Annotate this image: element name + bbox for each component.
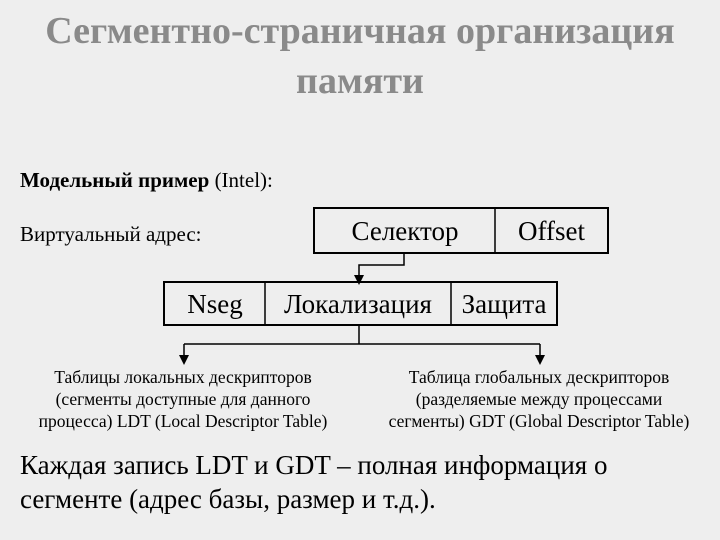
ldt-caption-line-1: Таблицы локальных дескрипторов xyxy=(54,367,312,387)
selector-field-protection: Защита xyxy=(461,288,547,319)
slide-title-line-1: Сегментно-страничная организация xyxy=(45,10,675,52)
gdt-caption-line-1: Таблица глобальных дескрипторов xyxy=(408,367,670,387)
gdt-caption-line-2: (разделяемые между процессами xyxy=(415,389,663,409)
virtual-address-label: Виртуальный адрес: xyxy=(20,222,202,246)
model-example-bold: Модельный пример xyxy=(20,168,210,192)
selector-field-localization: Локализация xyxy=(284,288,432,319)
virtual-address-field-selector: Селектор xyxy=(351,215,459,246)
summary-text: Каждая запись LDT и GDT – полная информация о сегменте (адрес базы, размер и т.д.). xyxy=(20,450,608,514)
ldt-caption-line-3: процесса) LDT (Local Descriptor Table) xyxy=(38,411,328,431)
virtual-address-field-offset: Offset xyxy=(518,215,585,246)
slide-title-line-2: памяти xyxy=(296,60,424,102)
ldt-caption xyxy=(8,366,358,432)
selector-field-nseg: Nseg xyxy=(187,288,243,319)
gdt-caption xyxy=(362,366,716,432)
selector-connector xyxy=(359,253,404,280)
model-example-rest: (Intel): xyxy=(209,168,273,192)
gdt-caption-line-3: сегменты) GDT (Global Descriptor Table) xyxy=(388,411,690,431)
ldt-caption-line-2: (сегменты доступные для данного xyxy=(55,389,311,409)
